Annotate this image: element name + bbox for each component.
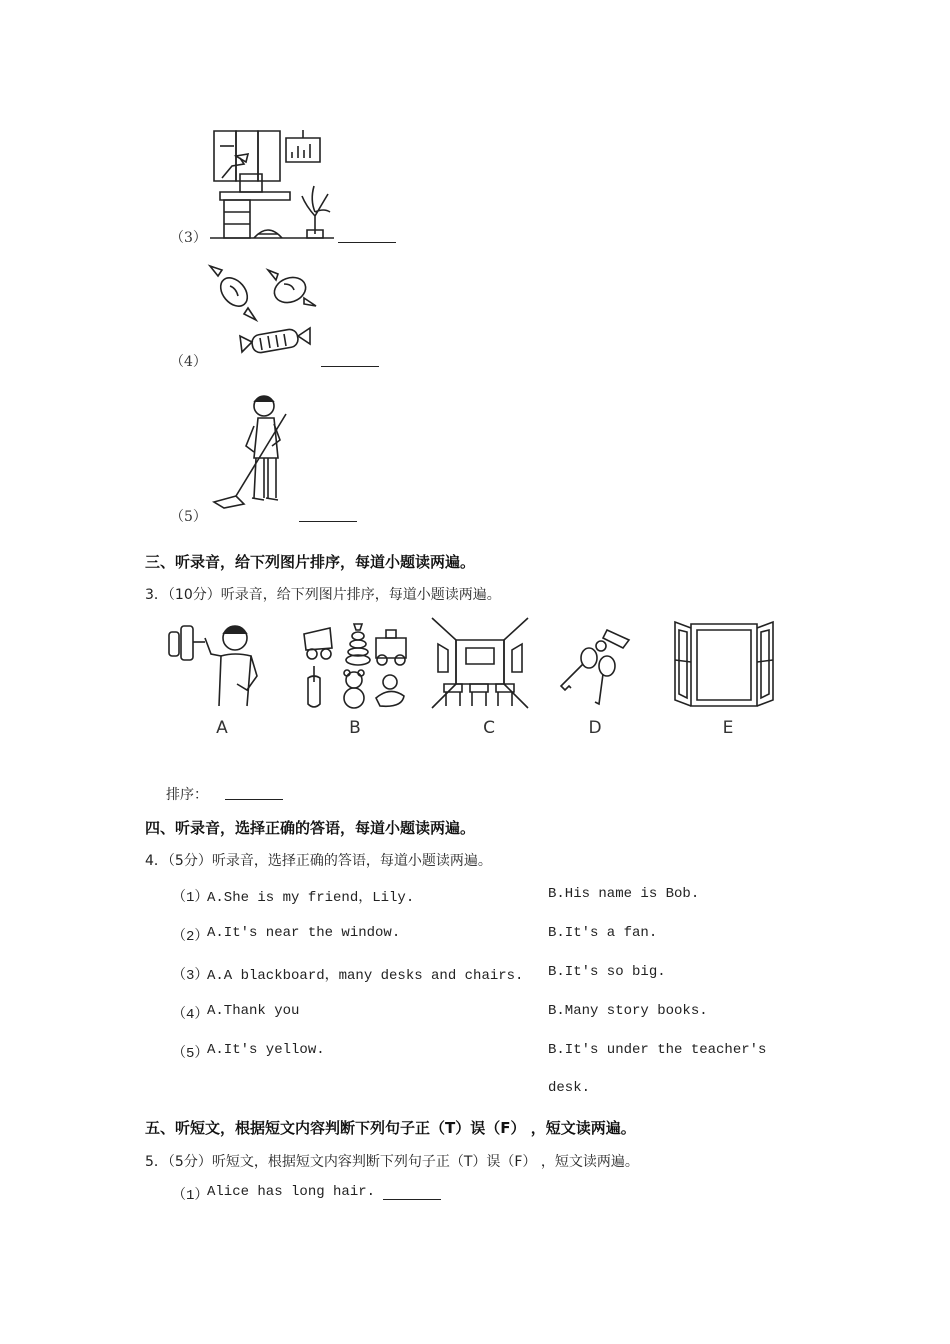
question-text: 4．（5分）听录音，选择正确的答语，每道小题读两遍。 <box>145 853 492 869</box>
statement-text: Alice has long hair. <box>207 1184 376 1200</box>
answer-blank[interactable] <box>299 509 357 522</box>
answer-blank[interactable] <box>383 1187 441 1200</box>
picture-letter: A <box>216 718 228 738</box>
candies-picture <box>204 262 324 360</box>
section-heading: 五、听短文，根据短文内容判断下列句子正（T）误（F） ，短文读两遍。 <box>145 1119 636 1137</box>
picture-letter: C <box>483 718 495 738</box>
window-picture <box>673 620 775 710</box>
option-a[interactable]: A.A blackboard，many desks and chairs. <box>207 968 524 984</box>
picture-letter: D <box>588 718 602 738</box>
option-b[interactable]: B.It's under the teacher's <box>548 1042 767 1058</box>
item-number: （1） <box>172 890 209 906</box>
option-a[interactable]: A.It's yellow. <box>207 1042 325 1058</box>
option-a[interactable]: A.Thank you <box>207 1003 300 1019</box>
toys-picture <box>300 620 410 712</box>
item-label: （3） <box>170 230 207 246</box>
option-b[interactable]: B.It's a fan. <box>548 925 658 941</box>
classroom-picture <box>430 614 530 712</box>
answer-blank[interactable] <box>338 230 396 243</box>
item-label: （5） <box>170 509 207 525</box>
option-b-continued: desk. <box>548 1080 591 1096</box>
section-heading: 四、听录音，选择正确的答语，每道小题读两遍。 <box>145 819 476 837</box>
section-heading: 三、听录音，给下列图片排序，每道小题读两遍。 <box>145 553 476 571</box>
question-text: 5．（5分）听短文，根据短文内容判断下列句子正（T）误（F） ，短文读两遍。 <box>145 1154 639 1170</box>
answer-blank[interactable] <box>321 354 379 367</box>
question-text: 3．（10分）听录音，给下列图片排序，每道小题读两遍。 <box>145 587 501 603</box>
item-number: （1） <box>172 1188 209 1204</box>
order-label: 排序： <box>166 787 208 803</box>
option-a[interactable]: A.It's near the window. <box>207 925 401 941</box>
item-number: （3） <box>172 968 209 984</box>
man-lifting-dumbbell-picture <box>165 620 265 710</box>
keys-picture <box>553 626 633 706</box>
item-number: （5） <box>172 1046 209 1062</box>
option-b[interactable]: B.Many story books. <box>548 1003 708 1019</box>
boy-sweeping-picture <box>208 390 292 512</box>
picture-letter: B <box>349 718 361 738</box>
item-number: （2） <box>172 929 209 945</box>
option-b[interactable]: B.His name is Bob. <box>548 886 700 902</box>
office-desk-picture <box>210 126 335 241</box>
option-a[interactable]: A.She is my friend，Lily. <box>207 890 415 906</box>
item-label: （4） <box>170 354 207 370</box>
order-answer-blank[interactable] <box>225 787 283 800</box>
item-number: （4） <box>172 1007 209 1023</box>
option-b[interactable]: B.It's so big. <box>548 964 666 980</box>
picture-letter: E <box>722 718 734 738</box>
